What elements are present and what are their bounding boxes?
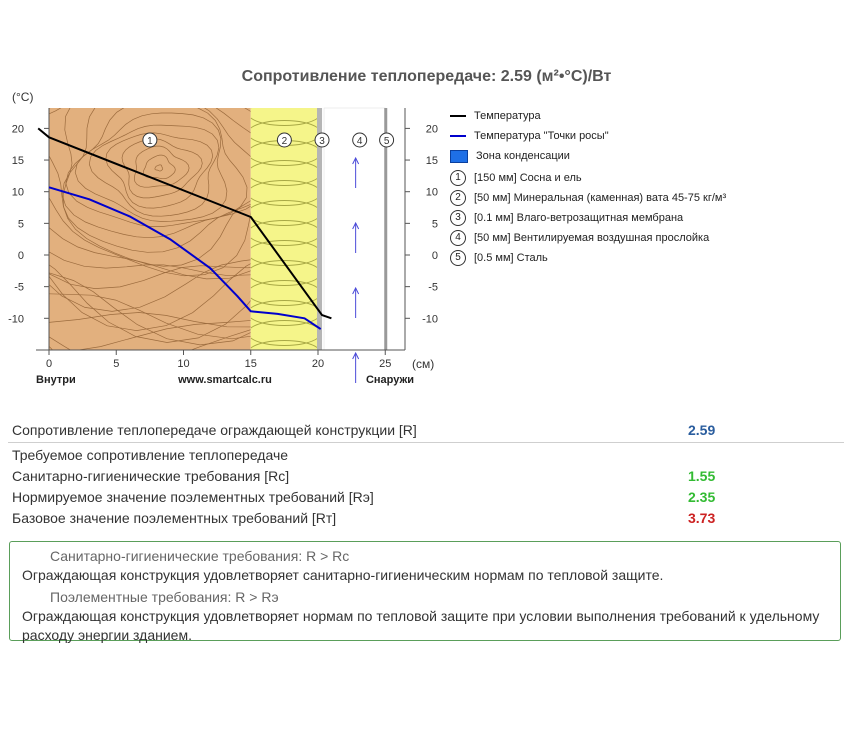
chart-title: Сопротивление теплопередаче: 2.59 (м²•°С)/Вт (241, 68, 612, 85)
legend-item-temperature (450, 106, 726, 126)
legend-swatch (450, 135, 466, 137)
legend-item-layer-2 (450, 188, 726, 208)
y-tick-label-left: 10 (11, 186, 24, 199)
legend-label: Температура (474, 110, 541, 122)
y-tick-label-right: -10 (422, 313, 438, 326)
layer-thickness: [50 мм] (474, 192, 511, 204)
result-value: 2.35 (688, 489, 716, 505)
legend-item-condensation (450, 146, 726, 166)
legend-item-layer-4 (450, 228, 726, 248)
result-row-normative (8, 487, 844, 508)
layer-thickness: [0.5 мм] (474, 252, 514, 264)
layer-number-badge: 5 (450, 250, 466, 266)
y-tick-label-right: 0 (431, 250, 438, 262)
legend-swatch (450, 115, 466, 117)
legend-item-layer-3 (450, 208, 726, 228)
conclusion-heading-element: Поэлементные требования: R > Rэ (50, 589, 279, 605)
x-tick-label: 15 (244, 358, 257, 370)
layer-thickness: [150 мм] (474, 172, 517, 184)
layer-thickness: [50 мм] (474, 232, 511, 244)
result-label: Базовое значение поэлементных требований [Rт] (12, 510, 337, 526)
layer-number-badge: 1 (450, 170, 466, 186)
x-tick-label: 10 (177, 358, 190, 370)
layer-badge-number: 3 (319, 136, 325, 147)
y-tick-label-right: 5 (431, 218, 438, 231)
legend-swatch (450, 150, 468, 163)
y-tick-label-right: 10 (425, 186, 438, 199)
chart-legend (450, 106, 726, 268)
y-tick-label-left: -5 (14, 281, 24, 294)
required-heading-text: Требуемое сопротивление теплопередаче (12, 447, 289, 463)
label-website: www.smartcalc.ru (178, 374, 272, 386)
y-tick-label-right: 15 (425, 155, 438, 168)
layer-badge-number: 5 (383, 136, 390, 147)
layer-number-badge: 3 (450, 210, 466, 226)
label-inside: Внутри (36, 374, 76, 386)
legend-item-dew-point (450, 126, 726, 146)
y-axis-unit: (°С) (12, 90, 34, 104)
x-tick-label: 20 (311, 358, 325, 370)
y-tick-label-left: 15 (11, 155, 24, 168)
result-row-sanitary (8, 466, 844, 487)
y-tick-label-left: 20 (11, 123, 24, 136)
conclusion-heading-sanitary: Санитарно-гигиенические требования: R > Rс (50, 548, 350, 564)
legend-item-layer-1 (450, 168, 726, 188)
layer-badge-number: 1 (147, 136, 153, 147)
layer-number-badge: 4 (450, 230, 466, 246)
y-tick-label-left: 5 (17, 218, 24, 231)
conclusion-text-sanitary: Ограждающая конструкция удовлетворяет санитарно-гигиеническим нормам по тепловой защите. (22, 567, 664, 583)
x-tick-label: 0 (45, 358, 53, 370)
layer-number-badge: 2 (450, 190, 466, 206)
x-tick-label: 5 (113, 358, 120, 370)
legend-label: Температура "Точки росы" (474, 130, 609, 142)
chart-plot (0, 0, 440, 400)
layer-material: Вентилируемая воздушная прослойка (513, 232, 710, 244)
legend-label: Зона конденсации (476, 150, 570, 162)
conclusion-box (9, 541, 841, 641)
result-value: 3.73 (688, 510, 716, 526)
y-tick-label-left: 0 (17, 250, 24, 262)
x-axis-unit: (см) (412, 357, 435, 371)
y-tick-label-right: -5 (428, 281, 438, 294)
result-value: 1.55 (688, 468, 716, 484)
layer-material: Сталь (516, 252, 548, 264)
result-label: Сопротивление теплопередаче ограждающей конструкции [R] (12, 422, 417, 438)
y-tick-label-left: -10 (8, 313, 24, 326)
result-row-resistance (8, 420, 844, 443)
results-table (8, 420, 844, 529)
layer-badge-number: 4 (356, 136, 363, 147)
layer-badge-number: 2 (281, 136, 288, 147)
layer-material: Минеральная (каменная) вата 45-75 кг/м³ (513, 192, 727, 204)
result-value: 2.59 (688, 422, 716, 438)
label-outside: Снаружи (365, 374, 415, 386)
layer-thickness: [0.1 мм] (474, 212, 514, 224)
y-tick-label-right: 20 (425, 123, 438, 136)
result-row-base (8, 508, 844, 529)
layer-material: Сосна и ель (519, 172, 582, 184)
wool-wave (251, 81, 318, 106)
x-tick-label: 25 (379, 358, 392, 370)
conclusion-text-element: Ограждающая конструкция удовлетворяет нормам по тепловой защите при условии выполнения требований к удельному расходу энергии зданием. (22, 608, 820, 643)
required-heading (8, 445, 844, 466)
layer-material: Влаго-ветрозащитная мембрана (516, 212, 684, 224)
result-label: Нормируемое значение поэлементных требований [Rэ] (12, 489, 374, 505)
legend-item-layer-5 (450, 248, 726, 268)
result-label: Санитарно-гигиенические требования [Rс] (12, 468, 290, 484)
